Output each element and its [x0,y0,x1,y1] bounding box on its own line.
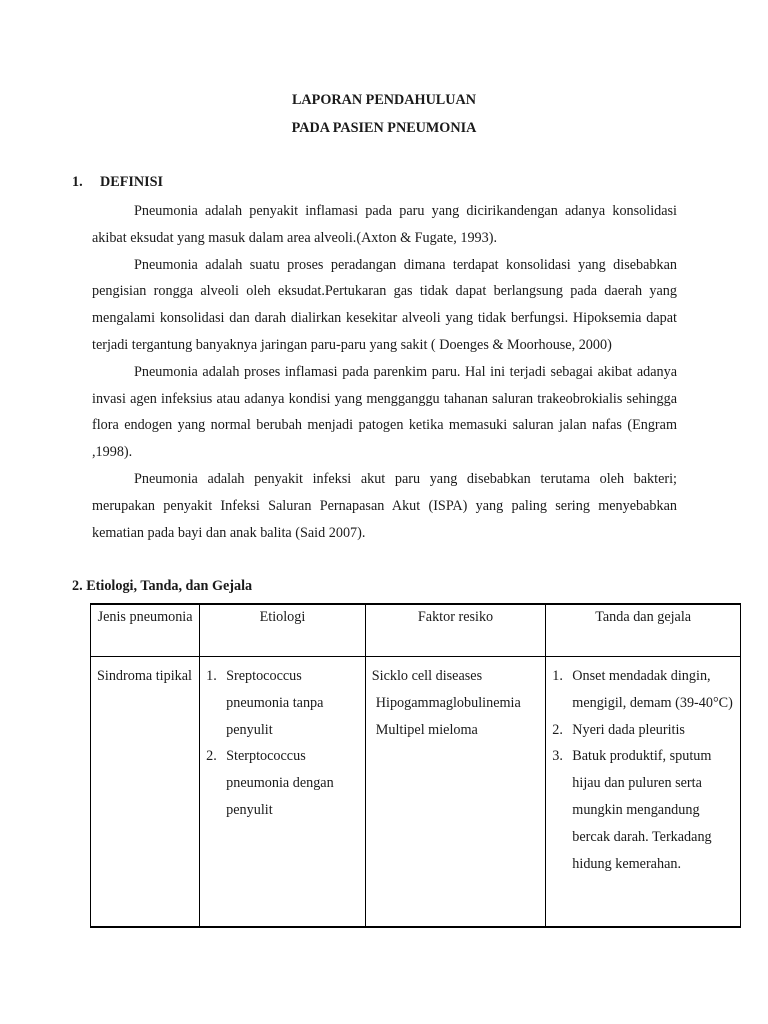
list-text: Nyeri dada pleuritis [572,721,685,738]
header-etiologi: Etiologi [200,604,366,657]
header-tanda-gejala: Tanda dan gejala [546,604,741,657]
etiology-table [90,603,741,928]
list-text: Sterptococcus pneumonia dengan penyulit [226,748,334,818]
list-item [206,743,359,823]
list-text: Onset mendadak dingin, mengigil, demam (39-40°C) [572,668,733,711]
section-1-number: 1. [72,174,83,190]
header-jenis-pneumonia: Jenis pneumonia [91,604,200,657]
definition-paragraph-4: Pneumonia adalah penyakit infeksi akut paru yang disebabkan terutama oleh bakteri; merupakan penyakit Infeksi Saluran Pernapasan Akut (ISPA) yang paling sering menyebabkan kematian pada bayi dan anak balita (Said 2007). [92,470,677,541]
risk-factor-item: Sicklo cell diseases [371,668,483,684]
etiologi-list [206,663,359,824]
list-number: 1. [206,668,217,684]
list-text: Batuk produktif, sputum hijau dan puluren serta mungkin mengandung bercak darah. Terkadang hidung kemerahan. [572,748,712,872]
risk-factor-item: Multipel mieloma [375,721,478,738]
list-number: 3. [552,748,563,765]
document-title-line-1: LAPORAN PENDAHULUAN [291,92,477,108]
list-item [552,743,734,877]
risk-factor-item: Hipogammaglobulinemia [375,694,521,711]
cell-tanda-gejala [546,657,741,928]
table-row [91,657,741,928]
cell-faktor-resiko [365,657,546,928]
list-item [206,663,359,743]
header-faktor-resiko: Faktor resiko [365,604,546,657]
definition-paragraph-2: Pneumonia adalah suatu proses peradangan dimana terdapat konsolidasi yang disebabkan pengisian rongga alveoli oleh eksudat.Pertukaran gas tidak dapat berlangsung pada daerah yang mengalami konsolidasi dan darah dialirkan kesekitar alveoli yang tidak berfungsi. Hipoksemia dapat terjadi tergantung banyaknya jaringan paru-paru yang sakit ( Doenges & Moorhouse, 2000) [92,256,677,353]
definition-body [92,198,677,546]
section-1-heading [72,174,163,191]
list-item [552,717,734,744]
list-text: Sreptococcus pneumonia tanpa penyulit [226,668,324,738]
document-title-line-2: PADA PASIEN PNEUMONIA [291,120,477,136]
list-number: 2. [552,721,563,738]
cell-etiologi [200,657,366,928]
definition-paragraph-1: Pneumonia adalah penyakit inflamasi pada paru yang dicirikandengan adanya konsolidasi akibat eksudat yang masuk dalam area alveoli.(Axton & Fugate, 1993). [92,203,677,246]
section-1-title: DEFINISI [100,174,164,190]
definition-paragraph-3: Pneumonia adalah proses inflamasi pada parenkim paru. Hal ini terjadi sebagai akibat adanya invasi agen infeksius atau adanya kondisi yang mengganggu tahanan saluran trakeobrokialis sehingga flora endogen yang normal berubah menjadi patogen ketika memasuki saluran jalan nafas (Engram ,1998). [92,363,677,461]
list-number: 2. [206,748,217,765]
tanda-list [552,663,734,877]
list-number: 1. [552,668,563,684]
cell-jenis: Sindroma tipikal [91,657,200,928]
table-header-row [91,604,741,657]
list-item [552,663,734,717]
section-2-heading: 2. Etiologi, Tanda, dan Gejala [72,578,253,594]
